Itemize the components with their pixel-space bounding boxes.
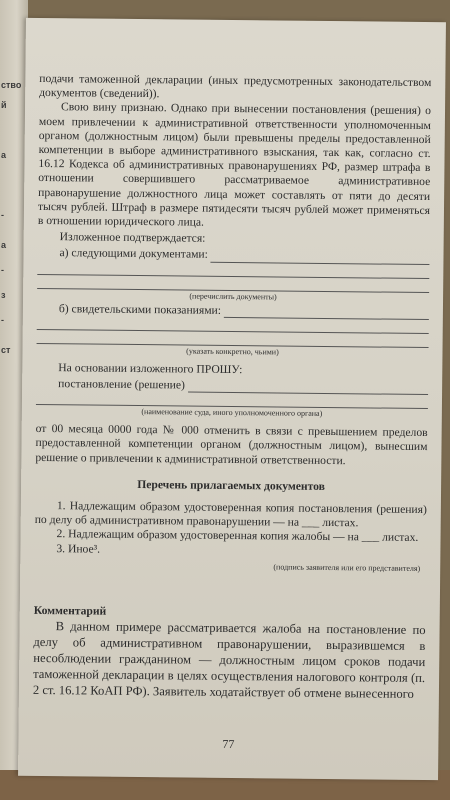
- decision-caption: (наименование суда, иного уполномоченного органа): [141, 407, 323, 419]
- confirm-line: Изложенное подтверждается:: [59, 230, 206, 245]
- book-page: [18, 18, 446, 780]
- paragraph: подачи таможенной декларации (иных предусмотренных законодательством документов (сведений)).: [39, 71, 432, 101]
- blank-line: [224, 305, 429, 320]
- signature-caption: (подпись заявителя или его представителя): [273, 562, 421, 573]
- comment-text: В данном примере рассматривается жалоба на постановление по делу об административном правонарушении, выразившемся в несоблюдении гражданином — должностным лицом сроков подачи таможенной декларации в целях осуществления налогового контроля (п. 2 ст. 16.12 КоАП РФ). Заявитель ходатайствует об отмене вынесенного: [32, 619, 426, 701]
- fragment-text: а: [1, 150, 7, 160]
- fragment-text: з: [1, 290, 6, 300]
- page-content: [33, 72, 432, 702]
- documents-label: а) следующими документами:: [59, 246, 208, 262]
- fragment-text: -: [1, 210, 4, 220]
- documents-caption: (перечислить документы): [189, 291, 277, 302]
- request-line: На основании изложенного ПРОШУ:: [58, 361, 243, 376]
- witness-caption: (указать конкретно, чьими): [186, 346, 279, 357]
- fragment-text: ст: [1, 345, 11, 355]
- paragraph: от 00 месяца 0000 года № 000 отменить в связи с превышением пределов предоставленной компетенции органом (должностным лицом), вынесшим решение о привлечении к административной ответственности.: [35, 422, 428, 467]
- blank-line: [211, 249, 430, 264]
- attachments-list: [34, 499, 427, 560]
- list-item: 1. Надлежащим образом удостоверенная копия постановления (решения) по делу об административном правонарушении — на ___ листах.: [34, 499, 427, 530]
- page-number: 77: [222, 736, 235, 752]
- fragment-text: ство: [1, 80, 22, 90]
- comment-heading: Комментарий: [33, 603, 107, 618]
- attachments-heading: Перечень прилагаемых документов: [137, 477, 326, 493]
- fragment-text: й: [1, 100, 7, 110]
- blank-line: [188, 380, 428, 396]
- fragment-text: -: [1, 265, 4, 275]
- fragment-text: а: [1, 240, 7, 250]
- fragment-text: -: [1, 315, 4, 325]
- witness-label: б) свидетельскими показаниями:: [58, 301, 222, 317]
- list-item: 2. Надлежащим образом удостоверенная копия жалобы — на ___ листах.: [56, 527, 419, 545]
- paragraph: Свою вину признаю. Однако при вынесении постановления (решения) о моем привлечении к административной ответственности уполномоченным органом (должностным лицом) были превышены пределы предоставленной компетенции в выборе административного взыскания, так как, согласно ст. 16.12 Кодекса об административных правонарушениях РФ, размер штрафа в отношении совершившего рассматриваемое административное правонарушение должностного лица может составлять от пяти до десяти тысяч рублей. Штраф в размере пятидесяти тысяч рублей может применяться в отношении юридического лица.: [37, 100, 432, 229]
- decision-label: постановление (решение): [58, 377, 186, 392]
- list-item: 3. Иное³.: [56, 541, 101, 556]
